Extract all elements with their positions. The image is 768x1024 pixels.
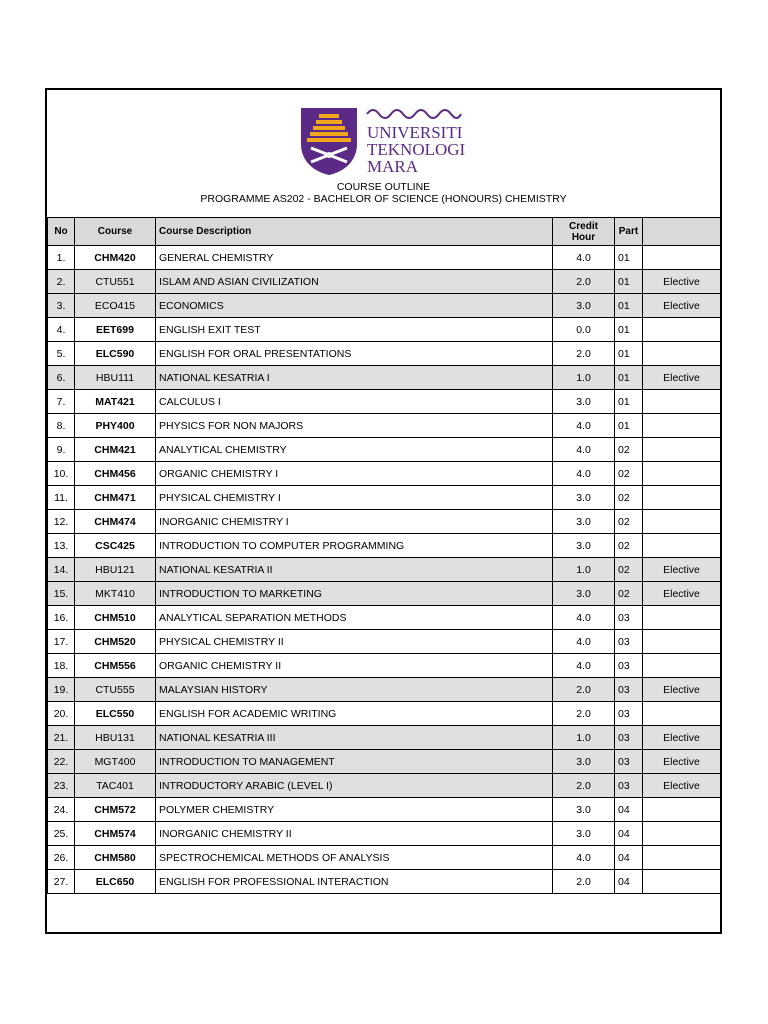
svg-text:MARA: MARA xyxy=(367,157,419,176)
course-type: Elective xyxy=(643,582,721,606)
course-type xyxy=(643,246,721,270)
credit-hour: 1.0 xyxy=(553,726,615,750)
course-type xyxy=(643,870,721,894)
document-header xyxy=(47,90,720,217)
course-type xyxy=(643,702,721,726)
row-number: 16. xyxy=(48,606,75,630)
row-number: 22. xyxy=(48,750,75,774)
svg-text:UNIVERSITI: UNIVERSITI xyxy=(367,123,463,142)
course-code: CHM580 xyxy=(75,846,156,870)
course-description: MALAYSIAN HISTORY xyxy=(156,678,553,702)
row-number: 10. xyxy=(48,462,75,486)
col-header-course: Course xyxy=(75,218,156,246)
row-number: 3. xyxy=(48,294,75,318)
course-code: CHM456 xyxy=(75,462,156,486)
credit-label-line1: Credit xyxy=(569,220,598,232)
course-type xyxy=(643,342,721,366)
course-code: ELC590 xyxy=(75,342,156,366)
credit-hour: 2.0 xyxy=(553,870,615,894)
course-type xyxy=(643,846,721,870)
row-number: 12. xyxy=(48,510,75,534)
course-type xyxy=(643,438,721,462)
course-code: CHM420 xyxy=(75,246,156,270)
row-number: 4. xyxy=(48,318,75,342)
table-row xyxy=(48,582,721,606)
table-row xyxy=(48,702,721,726)
course-type xyxy=(643,390,721,414)
part-number: 01 xyxy=(615,390,643,414)
table-row xyxy=(48,366,721,390)
row-number: 5. xyxy=(48,342,75,366)
course-code: MKT410 xyxy=(75,582,156,606)
row-number: 24. xyxy=(48,798,75,822)
credit-hour: 3.0 xyxy=(553,294,615,318)
credit-hour: 3.0 xyxy=(553,510,615,534)
table-row xyxy=(48,606,721,630)
course-description: INORGANIC CHEMISTRY II xyxy=(156,822,553,846)
row-number: 6. xyxy=(48,366,75,390)
course-code: CHM474 xyxy=(75,510,156,534)
credit-hour: 4.0 xyxy=(553,438,615,462)
table-row xyxy=(48,774,721,798)
course-type xyxy=(643,798,721,822)
row-number: 20. xyxy=(48,702,75,726)
credit-hour: 4.0 xyxy=(553,414,615,438)
part-number: 03 xyxy=(615,606,643,630)
course-code: TAC401 xyxy=(75,774,156,798)
part-number: 04 xyxy=(615,822,643,846)
col-header-description: Course Description xyxy=(156,218,553,246)
course-code: CHM556 xyxy=(75,654,156,678)
course-description: NATIONAL KESATRIA III xyxy=(156,726,553,750)
part-number: 03 xyxy=(615,630,643,654)
uitm-logo xyxy=(299,104,479,176)
course-code: CTU551 xyxy=(75,270,156,294)
part-number: 03 xyxy=(615,678,643,702)
part-number: 02 xyxy=(615,462,643,486)
part-number: 01 xyxy=(615,270,643,294)
credit-hour: 1.0 xyxy=(553,366,615,390)
credit-hour: 4.0 xyxy=(553,246,615,270)
course-type: Elective xyxy=(643,366,721,390)
credit-hour: 2.0 xyxy=(553,270,615,294)
course-code: CHM510 xyxy=(75,606,156,630)
course-code: CHM471 xyxy=(75,486,156,510)
course-table xyxy=(47,217,721,894)
row-number: 8. xyxy=(48,414,75,438)
row-number: 13. xyxy=(48,534,75,558)
course-code: EET699 xyxy=(75,318,156,342)
course-code: CTU555 xyxy=(75,678,156,702)
course-code: CSC425 xyxy=(75,534,156,558)
table-row xyxy=(48,318,721,342)
part-number: 04 xyxy=(615,870,643,894)
part-number: 03 xyxy=(615,774,643,798)
course-type: Elective xyxy=(643,270,721,294)
row-number: 19. xyxy=(48,678,75,702)
credit-hour: 4.0 xyxy=(553,846,615,870)
course-type: Elective xyxy=(643,294,721,318)
table-row xyxy=(48,294,721,318)
row-number: 7. xyxy=(48,390,75,414)
table-row xyxy=(48,846,721,870)
course-description: PHYSICAL CHEMISTRY I xyxy=(156,486,553,510)
credit-hour: 3.0 xyxy=(553,822,615,846)
part-number: 01 xyxy=(615,246,643,270)
course-type: Elective xyxy=(643,678,721,702)
part-number: 02 xyxy=(615,510,643,534)
row-number: 18. xyxy=(48,654,75,678)
table-row xyxy=(48,558,721,582)
course-description: INTRODUCTION TO MARKETING xyxy=(156,582,553,606)
part-number: 01 xyxy=(615,342,643,366)
part-number: 03 xyxy=(615,750,643,774)
part-number: 02 xyxy=(615,582,643,606)
col-header-part: Part xyxy=(615,218,643,246)
course-description: ORGANIC CHEMISTRY I xyxy=(156,462,553,486)
course-type xyxy=(643,630,721,654)
course-code: MGT400 xyxy=(75,750,156,774)
course-description: ISLAM AND ASIAN CIVILIZATION xyxy=(156,270,553,294)
course-type xyxy=(643,654,721,678)
credit-hour: 2.0 xyxy=(553,678,615,702)
part-number: 02 xyxy=(615,534,643,558)
table-row xyxy=(48,726,721,750)
table-row xyxy=(48,798,721,822)
course-type: Elective xyxy=(643,774,721,798)
course-description: PHYSICAL CHEMISTRY II xyxy=(156,630,553,654)
course-description: ENGLISH FOR ORAL PRESENTATIONS xyxy=(156,342,553,366)
course-code: CHM421 xyxy=(75,438,156,462)
course-description: CALCULUS I xyxy=(156,390,553,414)
part-number: 03 xyxy=(615,726,643,750)
credit-hour: 3.0 xyxy=(553,798,615,822)
table-row xyxy=(48,510,721,534)
course-description: POLYMER CHEMISTRY xyxy=(156,798,553,822)
row-number: 21. xyxy=(48,726,75,750)
course-type xyxy=(643,486,721,510)
row-number: 9. xyxy=(48,438,75,462)
table-row xyxy=(48,438,721,462)
course-type xyxy=(643,822,721,846)
course-description: ENGLISH FOR ACADEMIC WRITING xyxy=(156,702,553,726)
course-description: NATIONAL KESATRIA I xyxy=(156,366,553,390)
course-description: INTRODUCTION TO COMPUTER PROGRAMMING xyxy=(156,534,553,558)
credit-label-line2: Hour xyxy=(571,231,596,243)
credit-hour: 4.0 xyxy=(553,606,615,630)
row-number: 23. xyxy=(48,774,75,798)
course-type xyxy=(643,414,721,438)
course-description: ENGLISH FOR PROFESSIONAL INTERACTION xyxy=(156,870,553,894)
course-code: PHY400 xyxy=(75,414,156,438)
credit-hour: 3.0 xyxy=(553,486,615,510)
course-code: ELC550 xyxy=(75,702,156,726)
course-description: ENGLISH EXIT TEST xyxy=(156,318,553,342)
row-number: 25. xyxy=(48,822,75,846)
row-number: 27. xyxy=(48,870,75,894)
table-row xyxy=(48,414,721,438)
course-code: HBU111 xyxy=(75,366,156,390)
table-row xyxy=(48,678,721,702)
credit-hour: 2.0 xyxy=(553,342,615,366)
course-code: CHM574 xyxy=(75,822,156,846)
part-number: 02 xyxy=(615,558,643,582)
course-type xyxy=(643,534,721,558)
course-type xyxy=(643,462,721,486)
programme-title: PROGRAMME AS202 - BACHELOR OF SCIENCE (HONOURS) CHEMISTRY xyxy=(200,193,567,205)
table-row xyxy=(48,534,721,558)
course-description: ANALYTICAL CHEMISTRY xyxy=(156,438,553,462)
table-row xyxy=(48,390,721,414)
course-description: ORGANIC CHEMISTRY II xyxy=(156,654,553,678)
table-row xyxy=(48,750,721,774)
credit-hour: 0.0 xyxy=(553,318,615,342)
credit-hour: 4.0 xyxy=(553,630,615,654)
part-number: 01 xyxy=(615,414,643,438)
part-number: 02 xyxy=(615,438,643,462)
course-code: ECO415 xyxy=(75,294,156,318)
course-description: INORGANIC CHEMISTRY I xyxy=(156,510,553,534)
col-header-no: No xyxy=(48,218,75,246)
course-description: INTRODUCTION TO MANAGEMENT xyxy=(156,750,553,774)
part-number: 01 xyxy=(615,366,643,390)
table-row xyxy=(48,822,721,846)
part-number: 01 xyxy=(615,318,643,342)
table-row xyxy=(48,486,721,510)
course-description: INTRODUCTORY ARABIC (LEVEL I) xyxy=(156,774,553,798)
course-code: HBU121 xyxy=(75,558,156,582)
part-number: 04 xyxy=(615,798,643,822)
table-header-row xyxy=(48,218,721,246)
course-code: HBU131 xyxy=(75,726,156,750)
credit-hour: 3.0 xyxy=(553,390,615,414)
row-number: 15. xyxy=(48,582,75,606)
credit-hour: 3.0 xyxy=(553,750,615,774)
course-type xyxy=(643,606,721,630)
part-number: 04 xyxy=(615,846,643,870)
part-number: 01 xyxy=(615,294,643,318)
course-type xyxy=(643,318,721,342)
table-row xyxy=(48,870,721,894)
course-code: MAT421 xyxy=(75,390,156,414)
row-number: 14. xyxy=(48,558,75,582)
row-number: 26. xyxy=(48,846,75,870)
table-row xyxy=(48,246,721,270)
credit-hour: 4.0 xyxy=(553,654,615,678)
credit-hour: 3.0 xyxy=(553,534,615,558)
row-number: 11. xyxy=(48,486,75,510)
course-type: Elective xyxy=(643,726,721,750)
part-number: 03 xyxy=(615,654,643,678)
course-type: Elective xyxy=(643,558,721,582)
course-code: CHM520 xyxy=(75,630,156,654)
course-outline-sheet xyxy=(45,88,722,934)
row-number: 17. xyxy=(48,630,75,654)
svg-text:TEKNOLOGI: TEKNOLOGI xyxy=(367,140,466,159)
part-number: 02 xyxy=(615,486,643,510)
table-row xyxy=(48,630,721,654)
course-description: GENERAL CHEMISTRY xyxy=(156,246,553,270)
course-description: PHYSICS FOR NON MAJORS xyxy=(156,414,553,438)
table-row xyxy=(48,462,721,486)
credit-hour: 1.0 xyxy=(553,558,615,582)
row-number: 1. xyxy=(48,246,75,270)
table-row xyxy=(48,270,721,294)
table-row xyxy=(48,654,721,678)
course-description: ANALYTICAL SEPARATION METHODS xyxy=(156,606,553,630)
credit-hour: 4.0 xyxy=(553,462,615,486)
table-row xyxy=(48,342,721,366)
course-description: SPECTROCHEMICAL METHODS OF ANALYSIS xyxy=(156,846,553,870)
course-type xyxy=(643,510,721,534)
credit-hour: 2.0 xyxy=(553,702,615,726)
credit-hour: 2.0 xyxy=(553,774,615,798)
row-number: 2. xyxy=(48,270,75,294)
col-header-credit xyxy=(553,218,615,246)
course-description: ECONOMICS xyxy=(156,294,553,318)
course-code: ELC650 xyxy=(75,870,156,894)
course-code: CHM572 xyxy=(75,798,156,822)
part-number: 03 xyxy=(615,702,643,726)
credit-hour: 3.0 xyxy=(553,582,615,606)
course-type: Elective xyxy=(643,750,721,774)
col-header-type xyxy=(643,218,721,246)
course-description: NATIONAL KESATRIA II xyxy=(156,558,553,582)
document-title: COURSE OUTLINE xyxy=(336,181,431,193)
